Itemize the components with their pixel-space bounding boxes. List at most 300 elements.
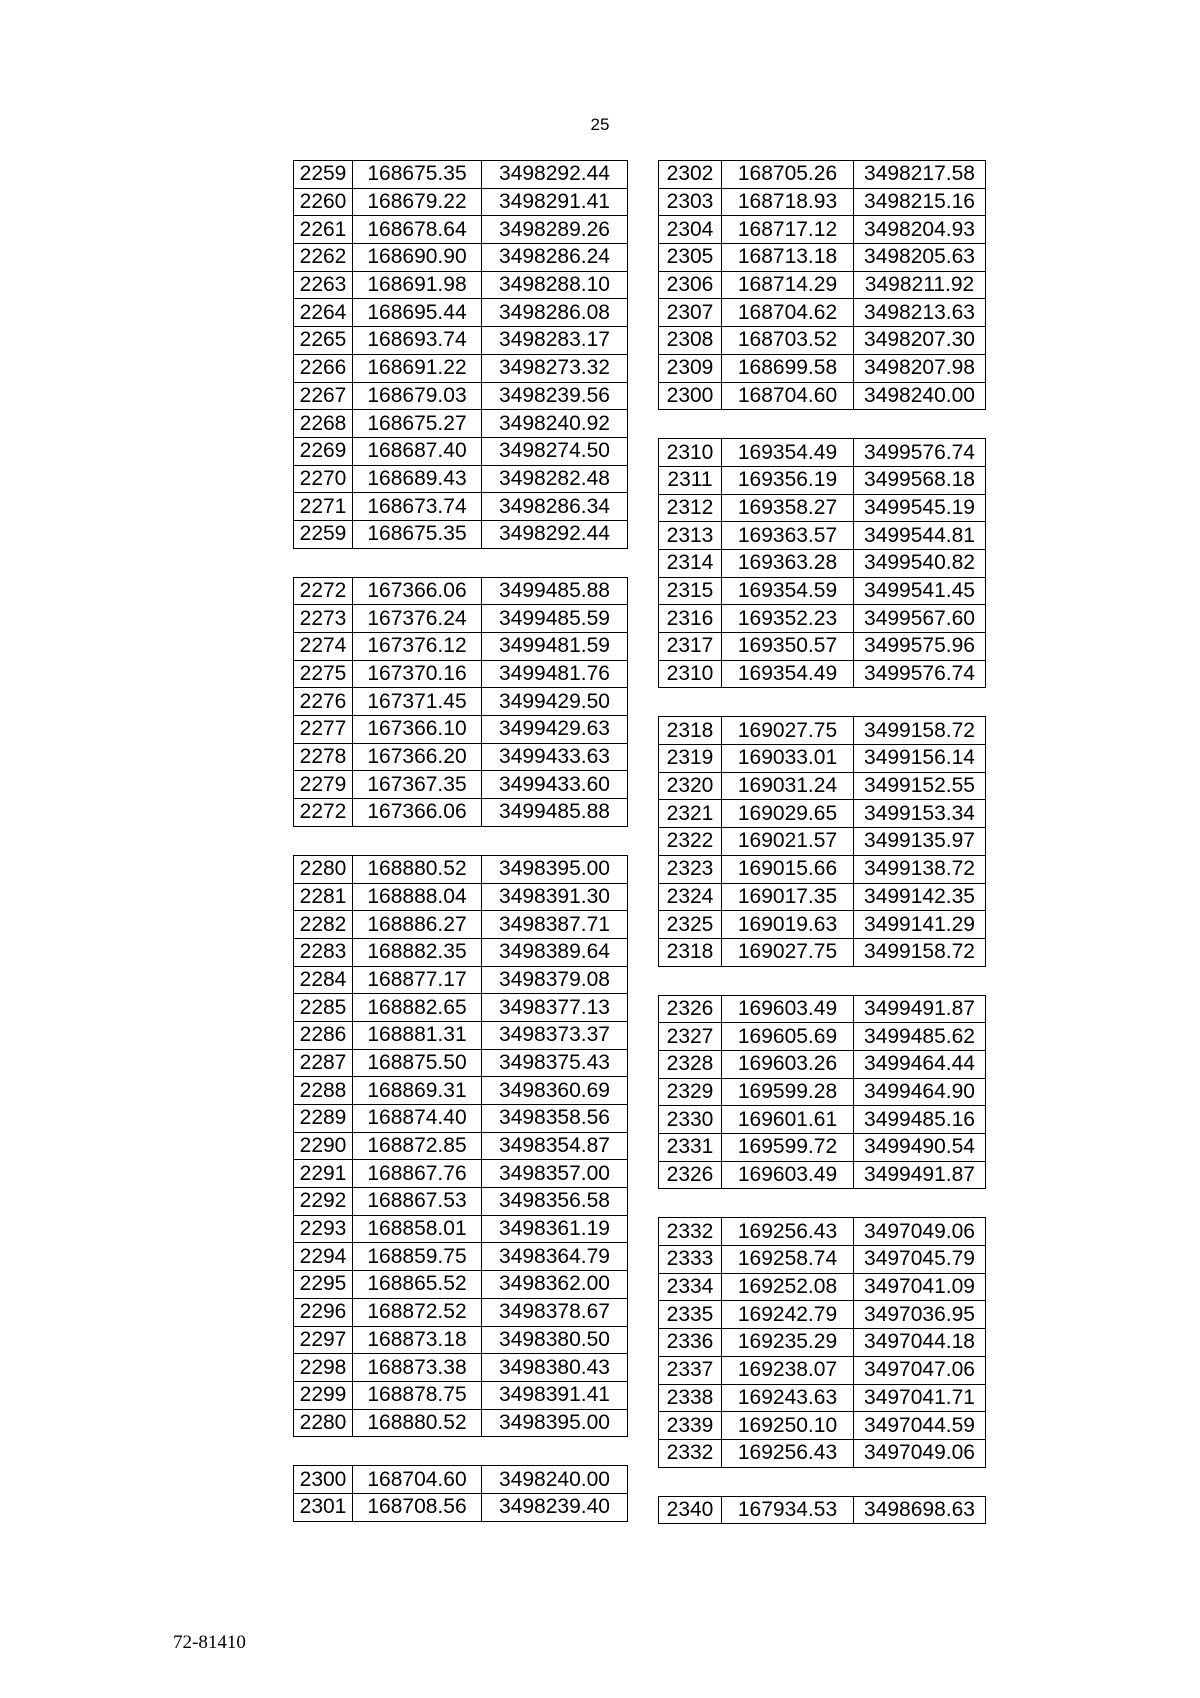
x-coordinate-cell: 168690.90 xyxy=(353,244,482,272)
point-id-cell: 2303 xyxy=(659,188,722,216)
table-row xyxy=(659,354,986,382)
table-row xyxy=(294,771,628,799)
point-id-cell: 2284 xyxy=(294,966,353,994)
table-row xyxy=(659,466,986,494)
point-id-cell: 2334 xyxy=(659,1273,722,1301)
y-coordinate-cell: 3497041.09 xyxy=(854,1273,986,1301)
x-coordinate-cell: 168704.60 xyxy=(722,382,854,410)
block-gap xyxy=(658,1189,986,1217)
table-row xyxy=(659,188,986,216)
y-coordinate-cell: 3498286.08 xyxy=(482,299,628,327)
point-id-cell: 2320 xyxy=(659,772,722,800)
x-coordinate-cell: 169252.08 xyxy=(722,1273,854,1301)
x-coordinate-cell: 168708.56 xyxy=(353,1493,482,1521)
x-coordinate-cell: 168881.31 xyxy=(353,1021,482,1049)
y-coordinate-cell: 3497049.06 xyxy=(854,1439,986,1467)
table-row xyxy=(659,1329,986,1357)
x-coordinate-cell: 169603.49 xyxy=(722,1161,854,1189)
point-id-cell: 2282 xyxy=(294,911,353,939)
y-coordinate-cell: 3499158.72 xyxy=(854,717,986,745)
y-coordinate-cell: 3498240.92 xyxy=(482,410,628,438)
table-row xyxy=(659,271,986,299)
table-row xyxy=(294,660,628,688)
y-coordinate-cell: 3499485.88 xyxy=(482,799,628,827)
y-coordinate-cell: 3498205.63 xyxy=(854,244,986,272)
point-id-cell: 2333 xyxy=(659,1246,722,1274)
table-row xyxy=(294,855,628,883)
table-row xyxy=(294,605,628,633)
y-coordinate-cell: 3498291.41 xyxy=(482,188,628,216)
table-row xyxy=(659,216,986,244)
y-coordinate-cell: 3499142.35 xyxy=(854,883,986,911)
block-gap xyxy=(658,967,986,995)
y-coordinate-cell: 3498215.16 xyxy=(854,188,986,216)
x-coordinate-cell: 169250.10 xyxy=(722,1412,854,1440)
y-coordinate-cell: 3499568.18 xyxy=(854,466,986,494)
table-row xyxy=(294,299,628,327)
table-row xyxy=(294,743,628,771)
x-coordinate-cell: 169605.69 xyxy=(722,1023,854,1051)
point-id-cell: 2310 xyxy=(659,660,722,688)
x-coordinate-cell: 169242.79 xyxy=(722,1301,854,1329)
x-coordinate-cell: 167366.10 xyxy=(353,716,482,744)
y-coordinate-cell: 3498211.92 xyxy=(854,271,986,299)
y-coordinate-cell: 3499481.59 xyxy=(482,633,628,661)
table-row xyxy=(294,1326,628,1354)
y-coordinate-cell: 3497045.79 xyxy=(854,1246,986,1274)
y-coordinate-cell: 3498286.34 xyxy=(482,493,628,521)
y-coordinate-cell: 3498362.00 xyxy=(482,1271,628,1299)
y-coordinate-cell: 3499429.63 xyxy=(482,716,628,744)
y-coordinate-cell: 3497047.06 xyxy=(854,1356,986,1384)
point-id-cell: 2330 xyxy=(659,1106,722,1134)
x-coordinate-cell: 169603.26 xyxy=(722,1050,854,1078)
table-row xyxy=(294,1243,628,1271)
block-gap xyxy=(293,1437,628,1465)
y-coordinate-cell: 3498375.43 xyxy=(482,1049,628,1077)
y-coordinate-cell: 3498354.87 xyxy=(482,1132,628,1160)
point-id-cell: 2300 xyxy=(294,1466,353,1494)
y-coordinate-cell: 3498379.08 xyxy=(482,966,628,994)
x-coordinate-cell: 168679.03 xyxy=(353,382,482,410)
table-row xyxy=(294,633,628,661)
table-row xyxy=(659,828,986,856)
x-coordinate-cell: 168882.35 xyxy=(353,938,482,966)
table-row xyxy=(294,938,628,966)
table-row xyxy=(294,1466,628,1494)
table-row xyxy=(294,1188,628,1216)
y-coordinate-cell: 3499490.54 xyxy=(854,1134,986,1162)
x-coordinate-cell: 168875.50 xyxy=(353,1049,482,1077)
y-coordinate-cell: 3498360.69 xyxy=(482,1077,628,1105)
y-coordinate-cell: 3498207.98 xyxy=(854,354,986,382)
x-coordinate-cell: 168695.44 xyxy=(353,299,482,327)
y-coordinate-cell: 3499156.14 xyxy=(854,745,986,773)
y-coordinate-cell: 3499464.90 xyxy=(854,1078,986,1106)
y-coordinate-cell: 3498273.32 xyxy=(482,354,628,382)
x-coordinate-cell: 168675.35 xyxy=(353,161,482,189)
x-coordinate-cell: 168867.76 xyxy=(353,1160,482,1188)
x-coordinate-cell: 168699.58 xyxy=(722,354,854,382)
coordinate-table xyxy=(293,160,628,549)
x-coordinate-cell: 168675.35 xyxy=(353,520,482,548)
point-id-cell: 2331 xyxy=(659,1134,722,1162)
table-row xyxy=(659,1246,986,1274)
y-coordinate-cell: 3497049.06 xyxy=(854,1218,986,1246)
point-id-cell: 2288 xyxy=(294,1077,353,1105)
point-id-cell: 2280 xyxy=(294,1409,353,1437)
page-number: 25 xyxy=(590,115,610,134)
point-id-cell: 2259 xyxy=(294,161,353,189)
x-coordinate-cell: 168873.38 xyxy=(353,1354,482,1382)
table-row xyxy=(294,688,628,716)
y-coordinate-cell: 3497036.95 xyxy=(854,1301,986,1329)
coordinate-table xyxy=(658,438,986,688)
x-coordinate-cell: 168858.01 xyxy=(353,1215,482,1243)
table-row xyxy=(294,1105,628,1133)
y-coordinate-cell: 3497044.59 xyxy=(854,1412,986,1440)
point-id-cell: 2294 xyxy=(294,1243,353,1271)
x-coordinate-cell: 169017.35 xyxy=(722,883,854,911)
table-row xyxy=(659,1134,986,1162)
x-coordinate-cell: 169015.66 xyxy=(722,855,854,883)
table-row xyxy=(659,772,986,800)
point-id-cell: 2314 xyxy=(659,549,722,577)
point-id-cell: 2328 xyxy=(659,1050,722,1078)
y-coordinate-cell: 3499153.34 xyxy=(854,800,986,828)
point-id-cell: 2325 xyxy=(659,911,722,939)
point-id-cell: 2286 xyxy=(294,1021,353,1049)
x-coordinate-cell: 169027.75 xyxy=(722,717,854,745)
table-row xyxy=(294,799,628,827)
left-column xyxy=(293,160,628,1522)
x-coordinate-cell: 168880.52 xyxy=(353,1409,482,1437)
point-id-cell: 2329 xyxy=(659,1078,722,1106)
table-row xyxy=(294,1354,628,1382)
point-id-cell: 2276 xyxy=(294,688,353,716)
y-coordinate-cell: 3498292.44 xyxy=(482,161,628,189)
x-coordinate-cell: 169238.07 xyxy=(722,1356,854,1384)
table-row xyxy=(659,1218,986,1246)
table-row xyxy=(659,1023,986,1051)
table-row xyxy=(659,161,986,189)
x-coordinate-cell: 167366.20 xyxy=(353,743,482,771)
table-row xyxy=(294,1381,628,1409)
point-id-cell: 2292 xyxy=(294,1188,353,1216)
point-id-cell: 2289 xyxy=(294,1105,353,1133)
x-coordinate-cell: 167371.45 xyxy=(353,688,482,716)
point-id-cell: 2326 xyxy=(659,995,722,1023)
point-id-cell: 2302 xyxy=(659,161,722,189)
table-row xyxy=(659,855,986,883)
table-row xyxy=(659,1301,986,1329)
x-coordinate-cell: 167366.06 xyxy=(353,577,482,605)
point-id-cell: 2339 xyxy=(659,1412,722,1440)
point-id-cell: 2299 xyxy=(294,1381,353,1409)
table-row xyxy=(659,800,986,828)
x-coordinate-cell: 168874.40 xyxy=(353,1105,482,1133)
y-coordinate-cell: 3499576.74 xyxy=(854,439,986,467)
y-coordinate-cell: 3498217.58 xyxy=(854,161,986,189)
point-id-cell: 2312 xyxy=(659,494,722,522)
point-id-cell: 2269 xyxy=(294,437,353,465)
y-coordinate-cell: 3499433.63 xyxy=(482,743,628,771)
coordinate-table xyxy=(658,1496,986,1525)
x-coordinate-cell: 167376.24 xyxy=(353,605,482,633)
coordinate-table xyxy=(658,1217,986,1467)
y-coordinate-cell: 3499575.96 xyxy=(854,633,986,661)
point-id-cell: 2335 xyxy=(659,1301,722,1329)
table-row xyxy=(294,410,628,438)
point-id-cell: 2324 xyxy=(659,883,722,911)
point-id-cell: 2318 xyxy=(659,938,722,966)
x-coordinate-cell: 167370.16 xyxy=(353,660,482,688)
coordinate-table xyxy=(658,160,986,410)
point-id-cell: 2318 xyxy=(659,717,722,745)
table-row xyxy=(659,494,986,522)
y-coordinate-cell: 3498240.00 xyxy=(482,1466,628,1494)
point-id-cell: 2265 xyxy=(294,327,353,355)
x-coordinate-cell: 169235.29 xyxy=(722,1329,854,1357)
point-id-cell: 2259 xyxy=(294,520,353,548)
point-id-cell: 2275 xyxy=(294,660,353,688)
x-coordinate-cell: 168704.60 xyxy=(353,1466,482,1494)
y-coordinate-cell: 3498373.37 xyxy=(482,1021,628,1049)
point-id-cell: 2268 xyxy=(294,410,353,438)
point-id-cell: 2285 xyxy=(294,994,353,1022)
y-coordinate-cell: 3499481.76 xyxy=(482,660,628,688)
table-row xyxy=(294,465,628,493)
y-coordinate-cell: 3499433.60 xyxy=(482,771,628,799)
y-coordinate-cell: 3499141.29 xyxy=(854,911,986,939)
x-coordinate-cell: 168869.31 xyxy=(353,1077,482,1105)
point-id-cell: 2279 xyxy=(294,771,353,799)
table-row xyxy=(659,327,986,355)
table-row xyxy=(659,382,986,410)
point-id-cell: 2272 xyxy=(294,799,353,827)
x-coordinate-cell: 169356.19 xyxy=(722,466,854,494)
point-id-cell: 2283 xyxy=(294,938,353,966)
y-coordinate-cell: 3498274.50 xyxy=(482,437,628,465)
y-coordinate-cell: 3499158.72 xyxy=(854,938,986,966)
table-row xyxy=(294,520,628,548)
y-coordinate-cell: 3499485.16 xyxy=(854,1106,986,1134)
x-coordinate-cell: 169029.65 xyxy=(722,800,854,828)
x-coordinate-cell: 168691.98 xyxy=(353,271,482,299)
point-id-cell: 2326 xyxy=(659,1161,722,1189)
coordinate-table xyxy=(293,577,628,827)
point-id-cell: 2332 xyxy=(659,1218,722,1246)
coordinate-table xyxy=(658,716,986,966)
x-coordinate-cell: 168867.53 xyxy=(353,1188,482,1216)
right-column xyxy=(658,160,986,1524)
x-coordinate-cell: 169354.59 xyxy=(722,577,854,605)
table-row xyxy=(659,660,986,688)
x-coordinate-cell: 168691.22 xyxy=(353,354,482,382)
point-id-cell: 2262 xyxy=(294,244,353,272)
point-id-cell: 2295 xyxy=(294,1271,353,1299)
x-coordinate-cell: 167934.53 xyxy=(722,1496,854,1524)
x-coordinate-cell: 168877.17 xyxy=(353,966,482,994)
y-coordinate-cell: 3498361.19 xyxy=(482,1215,628,1243)
coordinate-table xyxy=(293,1465,628,1521)
x-coordinate-cell: 168678.64 xyxy=(353,216,482,244)
point-id-cell: 2297 xyxy=(294,1326,353,1354)
x-coordinate-cell: 168693.74 xyxy=(353,327,482,355)
x-coordinate-cell: 168718.93 xyxy=(722,188,854,216)
x-coordinate-cell: 169354.49 xyxy=(722,439,854,467)
point-id-cell: 2290 xyxy=(294,1132,353,1160)
point-id-cell: 2310 xyxy=(659,439,722,467)
point-id-cell: 2336 xyxy=(659,1329,722,1357)
table-row xyxy=(294,493,628,521)
table-row xyxy=(659,549,986,577)
block-gap xyxy=(658,410,986,438)
point-id-cell: 2260 xyxy=(294,188,353,216)
point-id-cell: 2321 xyxy=(659,800,722,828)
x-coordinate-cell: 169601.61 xyxy=(722,1106,854,1134)
table-row xyxy=(659,745,986,773)
x-coordinate-cell: 168888.04 xyxy=(353,883,482,911)
table-row xyxy=(659,1356,986,1384)
y-coordinate-cell: 3498358.56 xyxy=(482,1105,628,1133)
table-row xyxy=(294,1215,628,1243)
table-row xyxy=(294,1132,628,1160)
x-coordinate-cell: 168673.74 xyxy=(353,493,482,521)
x-coordinate-cell: 168704.62 xyxy=(722,299,854,327)
table-row xyxy=(659,717,986,745)
y-coordinate-cell: 3498239.56 xyxy=(482,382,628,410)
y-coordinate-cell: 3499540.82 xyxy=(854,549,986,577)
x-coordinate-cell: 169358.27 xyxy=(722,494,854,522)
table-row xyxy=(294,994,628,1022)
x-coordinate-cell: 167366.06 xyxy=(353,799,482,827)
point-id-cell: 2317 xyxy=(659,633,722,661)
table-row xyxy=(659,883,986,911)
point-id-cell: 2313 xyxy=(659,522,722,550)
table-row xyxy=(294,883,628,911)
table-row xyxy=(294,244,628,272)
x-coordinate-cell: 168713.18 xyxy=(722,244,854,272)
x-coordinate-cell: 168679.22 xyxy=(353,188,482,216)
table-row xyxy=(659,577,986,605)
x-coordinate-cell: 169243.63 xyxy=(722,1384,854,1412)
y-coordinate-cell: 3499152.55 xyxy=(854,772,986,800)
x-coordinate-cell: 168687.40 xyxy=(353,437,482,465)
point-id-cell: 2264 xyxy=(294,299,353,327)
point-id-cell: 2274 xyxy=(294,633,353,661)
table-row xyxy=(294,1049,628,1077)
point-id-cell: 2272 xyxy=(294,577,353,605)
table-row xyxy=(294,327,628,355)
table-row xyxy=(294,1298,628,1326)
point-id-cell: 2332 xyxy=(659,1439,722,1467)
footer-document-code: 72-81410 xyxy=(173,1632,246,1653)
table-row xyxy=(294,354,628,382)
x-coordinate-cell: 169352.23 xyxy=(722,605,854,633)
y-coordinate-cell: 3498289.26 xyxy=(482,216,628,244)
y-coordinate-cell: 3499485.59 xyxy=(482,605,628,633)
table-row xyxy=(659,1050,986,1078)
point-id-cell: 2291 xyxy=(294,1160,353,1188)
point-id-cell: 2322 xyxy=(659,828,722,856)
x-coordinate-cell: 169019.63 xyxy=(722,911,854,939)
y-coordinate-cell: 3498389.64 xyxy=(482,938,628,966)
point-id-cell: 2287 xyxy=(294,1049,353,1077)
table-row xyxy=(659,439,986,467)
table-row xyxy=(294,716,628,744)
x-coordinate-cell: 169354.49 xyxy=(722,660,854,688)
y-coordinate-cell: 3498698.63 xyxy=(854,1496,986,1524)
point-id-cell: 2319 xyxy=(659,745,722,773)
point-id-cell: 2301 xyxy=(294,1493,353,1521)
point-id-cell: 2271 xyxy=(294,493,353,521)
x-coordinate-cell: 169599.28 xyxy=(722,1078,854,1106)
x-coordinate-cell: 169256.43 xyxy=(722,1218,854,1246)
x-coordinate-cell: 169603.49 xyxy=(722,995,854,1023)
point-id-cell: 2277 xyxy=(294,716,353,744)
y-coordinate-cell: 3499429.50 xyxy=(482,688,628,716)
table-row xyxy=(659,522,986,550)
block-gap xyxy=(658,688,986,716)
y-coordinate-cell: 3498387.71 xyxy=(482,911,628,939)
table-row xyxy=(294,188,628,216)
table-row xyxy=(294,216,628,244)
y-coordinate-cell: 3498377.13 xyxy=(482,994,628,1022)
y-coordinate-cell: 3498286.24 xyxy=(482,244,628,272)
x-coordinate-cell: 168878.75 xyxy=(353,1381,482,1409)
x-coordinate-cell: 167376.12 xyxy=(353,633,482,661)
x-coordinate-cell: 168882.65 xyxy=(353,994,482,1022)
y-coordinate-cell: 3498380.50 xyxy=(482,1326,628,1354)
y-coordinate-cell: 3499464.44 xyxy=(854,1050,986,1078)
table-row xyxy=(659,1496,986,1524)
y-coordinate-cell: 3499491.87 xyxy=(854,1161,986,1189)
point-id-cell: 2323 xyxy=(659,855,722,883)
table-row xyxy=(294,1160,628,1188)
y-coordinate-cell: 3498364.79 xyxy=(482,1243,628,1271)
point-id-cell: 2298 xyxy=(294,1354,353,1382)
x-coordinate-cell: 168886.27 xyxy=(353,911,482,939)
table-row xyxy=(294,1021,628,1049)
table-row xyxy=(294,437,628,465)
point-id-cell: 2270 xyxy=(294,465,353,493)
x-coordinate-cell: 169021.57 xyxy=(722,828,854,856)
y-coordinate-cell: 3499135.97 xyxy=(854,828,986,856)
block-gap xyxy=(293,827,628,855)
table-row xyxy=(294,161,628,189)
y-coordinate-cell: 3499138.72 xyxy=(854,855,986,883)
y-coordinate-cell: 3499545.19 xyxy=(854,494,986,522)
y-coordinate-cell: 3498288.10 xyxy=(482,271,628,299)
point-id-cell: 2293 xyxy=(294,1215,353,1243)
x-coordinate-cell: 169033.01 xyxy=(722,745,854,773)
x-coordinate-cell: 168675.27 xyxy=(353,410,482,438)
table-row xyxy=(294,271,628,299)
x-coordinate-cell: 169027.75 xyxy=(722,938,854,966)
x-coordinate-cell: 168880.52 xyxy=(353,855,482,883)
table-row xyxy=(294,382,628,410)
block-gap xyxy=(293,549,628,577)
y-coordinate-cell: 3497041.71 xyxy=(854,1384,986,1412)
table-row xyxy=(659,1384,986,1412)
x-coordinate-cell: 168714.29 xyxy=(722,271,854,299)
y-coordinate-cell: 3498213.63 xyxy=(854,299,986,327)
point-id-cell: 2306 xyxy=(659,271,722,299)
table-row xyxy=(294,1077,628,1105)
coordinate-table xyxy=(293,855,628,1437)
point-id-cell: 2316 xyxy=(659,605,722,633)
